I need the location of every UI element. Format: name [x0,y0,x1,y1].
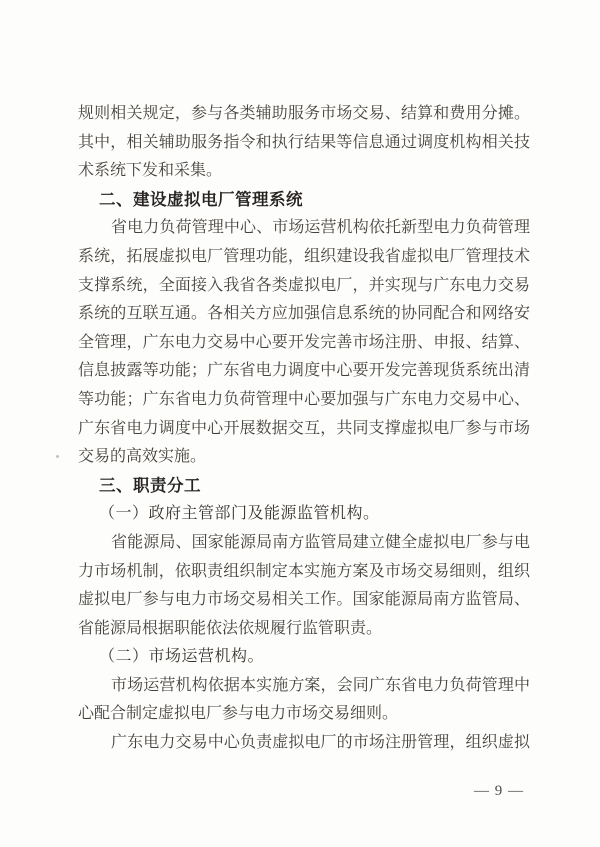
section-heading-2: 二、建设虚拟电厂管理系统 [99,189,303,209]
body-line: 心配合制定虚拟电厂参与电力市场交易细则。 [78,705,399,723]
sub-heading-2: （二）市场运营机构。 [99,648,265,666]
scan-artifact-speck [56,455,59,458]
body-line: 交易的高效实施。 [78,448,207,466]
body-line: 其中，相关辅助服务指令和执行结果等信息通过调度机构相关技 [78,133,530,151]
body-line: 虚拟电厂参与电力市场交易相关工作。国家能源局南方监管局、 [78,591,530,609]
body-line: 支撑系统，全面接入我省各类虚拟电厂，并实现与广东电力交易 [78,276,530,294]
body-line: 市场运营机构依据本实施方案，会同广东省电力负荷管理中 [111,676,530,694]
body-line: 力市场机制，依职责组织制定本实施方案及市场交易细则，组织 [78,562,530,580]
body-line: 系统，拓展虚拟电厂管理功能，组织建设我省虚拟电厂管理技术 [78,247,530,265]
sub-heading-1: （一）政府主管部门及能源监管机构。 [99,505,380,523]
body-line: 系统的互联互通。各相关方应加强信息系统的协同配合和网络安 [78,305,530,323]
body-line: 信息披露等功能；广东省电力调度中心要开发完善现货系统出清 [78,362,530,380]
body-line: 等功能；广东省电力负荷管理中心要加强与广东电力交易中心、 [78,390,530,408]
body-line: 广东省电力调度中心开展数据交互，共同支撑虚拟电厂参与市场 [78,419,530,437]
body-line: 广东电力交易中心负责虚拟电厂的市场注册管理，组织虚拟 [111,734,530,752]
page-number: — 9 — [474,783,524,799]
document-text-block [78,100,530,758]
body-line: 省电力负荷管理中心、市场运营机构依托新型电力负荷管理 [111,219,530,237]
body-line: 省能源局、国家能源局南方监管局建立健全虚拟电厂参与电 [111,533,530,551]
body-line: 省能源局根据职能依法依规履行监管职责。 [78,619,383,637]
section-heading-3: 三、职责分工 [99,475,201,495]
body-line: 规则相关规定，参与各类辅助服务市场交易、结算和费用分摊。 [78,105,530,122]
body-line: 术系统下发和采集。 [78,162,223,180]
body-line: 全管理，广东电力交易中心要开发完善市场注册、申报、结算、 [78,333,530,351]
